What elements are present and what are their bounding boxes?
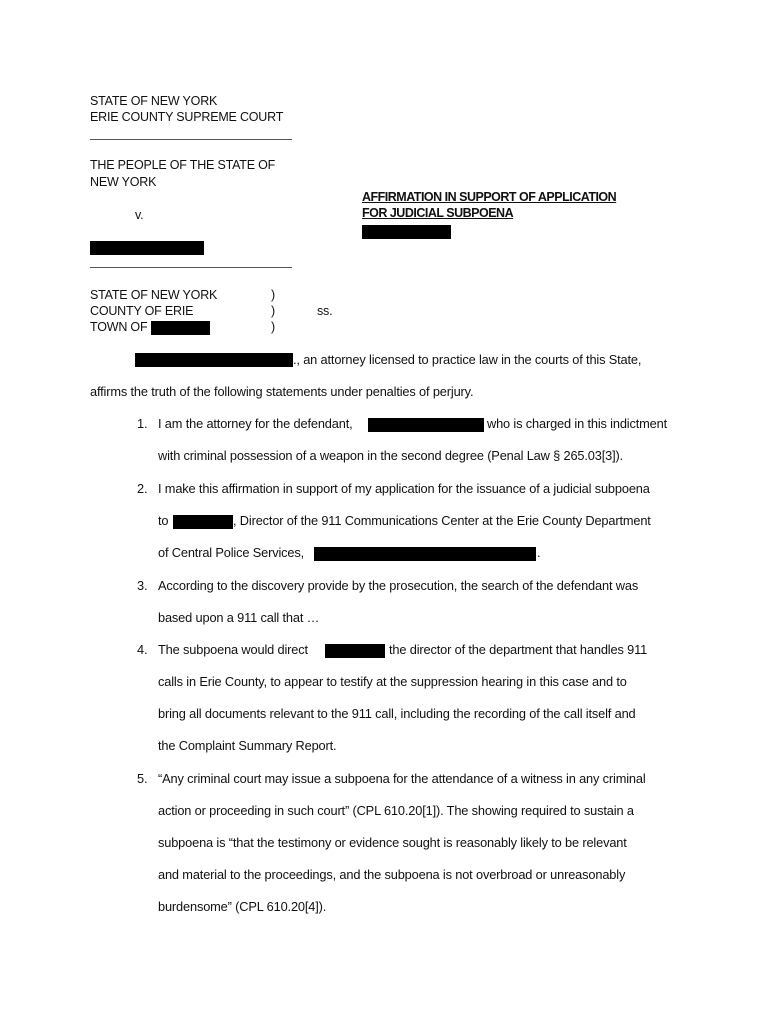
venue-paren: ) bbox=[271, 288, 275, 302]
header-rule bbox=[90, 139, 292, 140]
caption-people-line2: NEW YORK bbox=[90, 175, 157, 189]
paragraph-5-line1: “Any criminal court may issue a subpoena for the attendance of a witness in any criminal bbox=[158, 771, 646, 786]
paragraph-5-line3: subpoena is “that the testimony or evidence sought is reasonably likely to be relevant bbox=[158, 835, 627, 850]
paragraph-5-line5: burdensome” (CPL 610.20[4]). bbox=[158, 899, 327, 914]
venue-county: COUNTY OF ERIE bbox=[90, 304, 194, 318]
paragraph-5-line2: action or proceeding in such court” (CPL 610.20[1]). The showing required to sustain a bbox=[158, 803, 634, 818]
redaction-bar bbox=[362, 225, 451, 239]
header-court: ERIE COUNTY SUPREME COURT bbox=[90, 110, 284, 124]
paragraph-2-line3b: . bbox=[537, 545, 541, 560]
intro-line1: ., an attorney licensed to practice law in the courts of this State, bbox=[293, 352, 642, 367]
paragraph-number: 4. bbox=[137, 642, 148, 657]
paragraph-number: 1. bbox=[137, 416, 148, 431]
paragraph-1-line1b: who is charged in this indictment bbox=[487, 416, 667, 431]
paragraph-4-line1a: The subpoena would direct bbox=[158, 642, 308, 657]
paragraph-2-line2a: to bbox=[158, 513, 169, 528]
redaction-bar bbox=[325, 644, 385, 658]
document-title-line1: AFFIRMATION IN SUPPORT OF APPLICATION bbox=[362, 190, 617, 204]
paragraph-number: 2. bbox=[137, 481, 148, 496]
paragraph-4-line3: bring all documents relevant to the 911 call, including the recording of the call itself and bbox=[158, 706, 636, 721]
paragraph-number: 5. bbox=[137, 771, 148, 786]
document-title-line2: FOR JUDICIAL SUBPOENA bbox=[362, 206, 514, 220]
paragraph-number: 3. bbox=[137, 578, 148, 593]
venue-paren: ) bbox=[271, 320, 275, 334]
intro-line2: affirms the truth of the following statements under penalties of perjury. bbox=[90, 384, 474, 399]
paragraph-4-line4: the Complaint Summary Report. bbox=[158, 738, 337, 753]
paragraph-4-line2: calls in Erie County, to appear to testify at the suppression hearing in this case and to bbox=[158, 674, 627, 689]
paragraph-3-line1: According to the discovery provide by the prosecution, the search of the defendant was bbox=[158, 578, 639, 593]
redaction-bar bbox=[314, 547, 536, 561]
venue-town: TOWN OF bbox=[90, 320, 148, 334]
venue-paren: ) bbox=[271, 304, 275, 318]
caption-rule bbox=[90, 267, 292, 268]
caption-versus: v. bbox=[135, 208, 144, 222]
venue-state: STATE OF NEW YORK bbox=[90, 288, 218, 302]
redaction-bar bbox=[151, 321, 210, 335]
paragraph-2-line2b: , Director of the 911 Communications Center at the Erie County Department bbox=[233, 513, 651, 528]
paragraph-1-line2: with criminal possession of a weapon in the second degree (Penal Law § 265.03[3]). bbox=[158, 448, 624, 463]
redaction-bar bbox=[135, 353, 293, 367]
paragraph-5-line4: and material to the proceedings, and the subpoena is not overbroad or unreasonably bbox=[158, 867, 626, 882]
paragraph-4-line1b: the director of the department that handles 911 bbox=[389, 642, 648, 657]
paragraph-1-line1a: I am the attorney for the defendant, bbox=[158, 416, 353, 431]
redaction-bar bbox=[368, 418, 484, 432]
redaction-bar bbox=[90, 241, 204, 255]
paragraph-3-line2: based upon a 911 call that … bbox=[158, 610, 320, 625]
header-state: STATE OF NEW YORK bbox=[90, 94, 218, 108]
paragraph-2-line1: I make this affirmation in support of my application for the issuance of a judicial subpoena bbox=[158, 481, 650, 496]
redaction-bar bbox=[173, 515, 233, 529]
caption-people-line1: THE PEOPLE OF THE STATE OF bbox=[90, 158, 276, 172]
paragraph-2-line3a: of Central Police Services, bbox=[158, 545, 305, 560]
venue-ss: ss. bbox=[317, 304, 333, 318]
